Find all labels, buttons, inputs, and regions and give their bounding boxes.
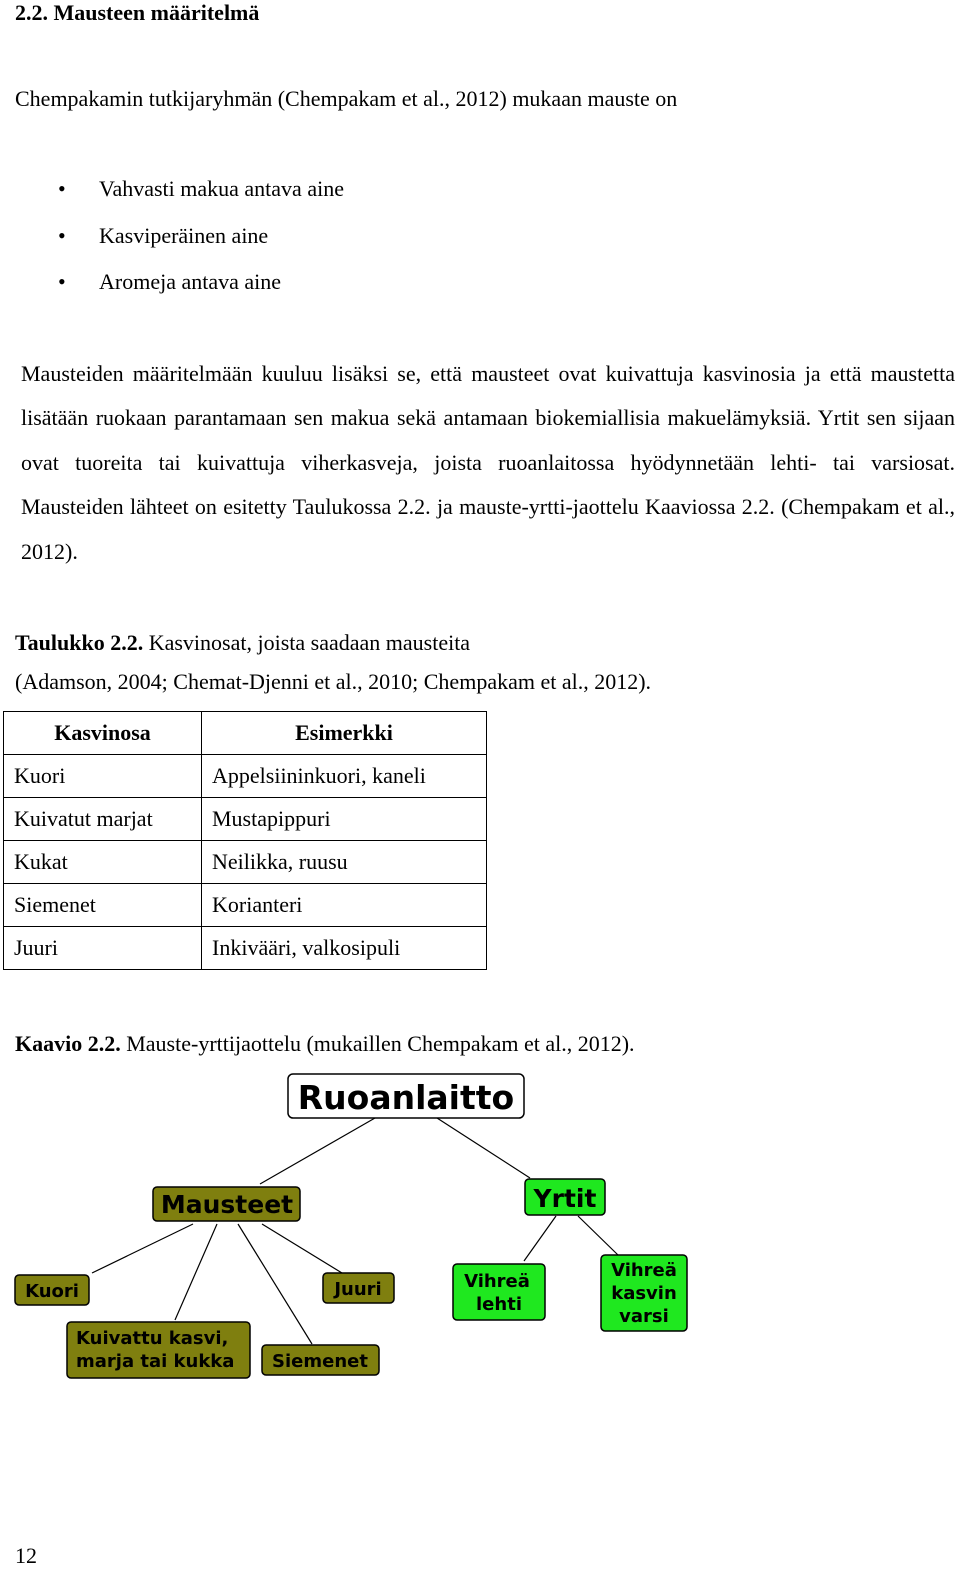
table-cell: Kuori: [4, 755, 202, 798]
table-cell: Siemenet: [4, 884, 202, 927]
table-cell: Mustapippuri: [202, 798, 487, 841]
node-label: Yrtit: [533, 1184, 597, 1213]
node-label: marja tai kukka: [76, 1351, 235, 1372]
table-header-row: [4, 712, 487, 755]
table-caption: [15, 621, 470, 665]
definition-list: [55, 172, 344, 312]
connector-spices-kuori: [92, 1224, 193, 1273]
connector-herbs-varsi: [578, 1216, 618, 1255]
bullet-icon: •: [58, 269, 66, 294]
node-label: Mausteet: [160, 1190, 294, 1219]
table-row: [4, 755, 487, 798]
page-number: 12: [15, 1543, 37, 1568]
list-item-text: Vahvasti makua antava aine: [99, 176, 344, 201]
node-siemenet: [262, 1345, 379, 1375]
diagram-caption-label: Kaavio 2.2.: [15, 1031, 121, 1056]
node-vihrea-lehti: [453, 1264, 545, 1320]
node-label: Vihreä: [464, 1271, 530, 1292]
table-row: [4, 798, 487, 841]
body-paragraph: Mausteiden määritelmään kuuluu lisäksi se, että mausteet ovat kuivattuja kasvinosia ja että maustetta lisätään ruokaan parantamaan sen makua sekä antamaan biokemiallisia makuelämyksiä. Yrtit sen sijaan ovat tuoreita tai kuivattuja viherkasveja, joista ruoanlaitossa hyödynnetään lehti- tai varsiosat. Mausteiden lähteet on esitetty Taulukossa 2.2. ja mauste-yrtti-jaottelu Kaaviossa 2.2. (Chempakam et al., 2012).: [21, 361, 955, 564]
node-label: lehti: [476, 1294, 522, 1315]
node-label: Siemenet: [272, 1351, 368, 1372]
node-label: Juuri: [334, 1279, 382, 1300]
spice-herb-diagram: [0, 1068, 700, 1388]
node-kuivattu: [67, 1322, 250, 1378]
table-caption-title: Kasvinosat, joista saadaan mausteita: [143, 630, 471, 655]
table-cell: Inkivääri, valkosipuli: [202, 927, 487, 970]
list-item-text: Kasviperäinen aine: [99, 222, 269, 248]
table-row: [4, 841, 487, 884]
section-heading: 2.2. Mausteen määritelmä: [15, 0, 260, 25]
table-cell: Appelsiininkuori, kaneli: [202, 755, 487, 798]
node-label: Vihreä: [611, 1260, 677, 1281]
table-cell: Kukat: [4, 841, 202, 884]
bullet-icon: •: [58, 222, 66, 248]
node-herbs: [525, 1179, 605, 1215]
plant-parts-table: [3, 711, 487, 970]
node-vihrea-kasvin-varsi: [601, 1255, 687, 1331]
table-caption-label: Taulukko 2.2.: [15, 630, 144, 655]
diagram-caption: [15, 1027, 635, 1061]
table-cell: Korianteri: [202, 884, 487, 927]
list-item: [55, 219, 344, 266]
connector-root-herbs: [437, 1118, 530, 1178]
intro-text: Chempakamin tutkijaryhmän (Chempakam et al., 2012) mukaan mauste on: [15, 86, 678, 111]
node-label: Ruoanlaitto: [297, 1078, 515, 1117]
table-caption-sources: (Adamson, 2004; Chemat-Djenni et al., 2010; Chempakam et al., 2012).: [15, 669, 652, 694]
table-cell: Juuri: [4, 927, 202, 970]
connector-spices-juuri: [262, 1224, 342, 1273]
list-item-text: Aromeja antava aine: [99, 269, 282, 294]
table-cell: Neilikka, ruusu: [202, 841, 487, 884]
connector-herbs-lehti: [524, 1216, 556, 1261]
column-header: Esimerkki: [202, 712, 487, 755]
diagram-caption-title: Mauste-yrttijaottelu (mukaillen Chempakam et al., 2012).: [120, 1031, 635, 1056]
column-header: Kasvinosa: [4, 712, 202, 755]
connector-root-spices: [260, 1118, 375, 1184]
node-kuori: [15, 1275, 89, 1305]
node-label: Kuivattu kasvi,: [76, 1328, 229, 1349]
table-row: [4, 927, 487, 970]
table-row: [4, 884, 487, 927]
connector-spices-kuivattu: [175, 1224, 217, 1320]
node-spices: [153, 1187, 300, 1221]
list-item: [55, 265, 344, 312]
list-item: [55, 172, 344, 219]
node-label: varsi: [619, 1306, 669, 1327]
table-cell: Kuivatut marjat: [4, 798, 202, 841]
node-juuri: [323, 1273, 394, 1303]
bullet-icon: •: [58, 176, 66, 201]
node-label: kasvin: [611, 1283, 677, 1304]
node-root: [288, 1074, 524, 1118]
node-label: Kuori: [25, 1281, 79, 1302]
